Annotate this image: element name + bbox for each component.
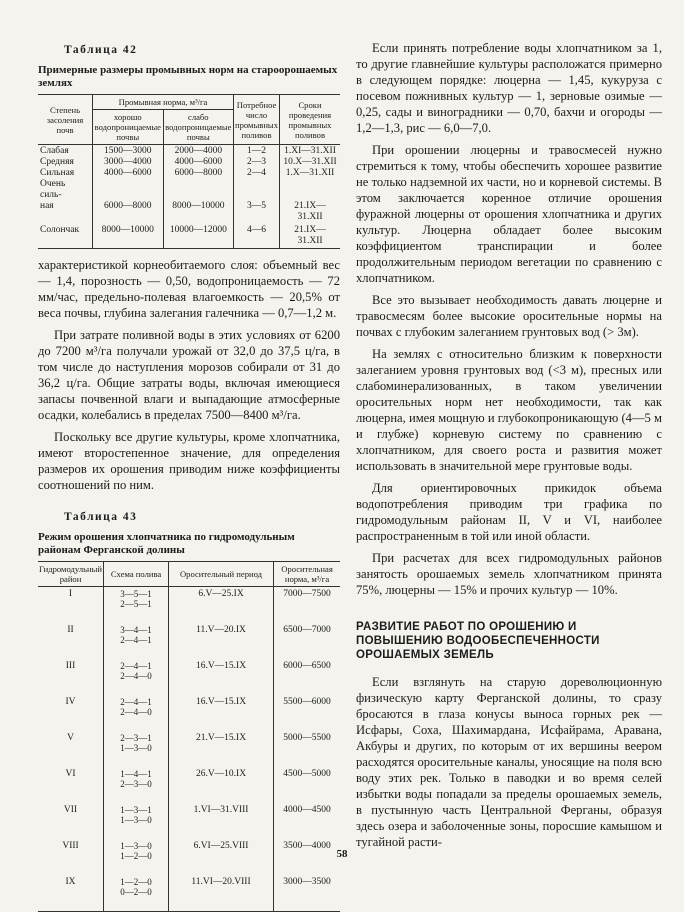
- table-42-cell-weak-line: 8000—10000: [172, 201, 225, 211]
- table-43-cell-scheme: [104, 659, 169, 695]
- table-42-cell-good-line: 1500—3000: [104, 146, 152, 156]
- table-43-body: [38, 587, 340, 912]
- table-43-cell-scheme-line: 1—3—0: [120, 841, 152, 851]
- table-42-cell-dates-line: 1.XI—31.XII: [284, 146, 336, 156]
- table-43-cell-norm: 4000—4500: [274, 803, 341, 839]
- table-43-cell-district: I: [68, 589, 73, 599]
- table-42-cell-good-line: 8000—10000: [101, 225, 154, 235]
- table-43-cell-district: V: [67, 733, 74, 743]
- table-42-cell-need-line: 1—2: [247, 146, 267, 156]
- table-43-title: Режим орошения хлопчатника по гидромодульным районам Ферганской долины: [38, 531, 295, 556]
- table-42-cell-soil: [38, 145, 93, 225]
- paragraph: На землях с относительно близким к поверхности залеганием уровня грунтовых вод (<3 м), пресных или слабоминерализованных, в таком увеличении оросительных норм нет необходимости, так как люцерна, имея мощную и глубокопроникающую (4—5 м и глубже) корневую систему по сравнению с хлопчатником, для своего роста и развития может использовать в значительной мере грунтовые воды.: [356, 347, 662, 473]
- table-43-cell-district: VI: [65, 769, 76, 779]
- table-42-cell-soil-line: Средняя: [40, 157, 74, 167]
- table-row: [38, 875, 340, 912]
- table-42-cell-soil-line: Слабая: [40, 146, 69, 156]
- table-43-header-norm: Оросительная норма, м³/га: [274, 562, 341, 587]
- table-43-cell-scheme-line: 1—3—1: [120, 805, 152, 815]
- table-43-cell-district: II: [67, 625, 74, 635]
- table-42-body: [38, 145, 340, 249]
- table-42-cell-weak: [163, 224, 233, 249]
- table-43-cell-scheme-line: 1—3—0: [120, 743, 152, 753]
- table-42-cell-need-line: 4—6: [247, 225, 267, 235]
- table-43-cell-scheme-line: 1—2—0: [120, 877, 152, 887]
- table-43-cell-period: 16.V—15.IX: [169, 659, 274, 695]
- table-43-header-period: Оросительный период: [169, 562, 274, 587]
- table-43-cell-norm: 4500—5000: [274, 767, 341, 803]
- paragraph: При затрате поливной воды в этих условиях от 6200 до 7200 м³/га получали урожай от 32,0 до 37,5 ц/га, в том числе до наступления морозов собирали от 31 до 36,2 ц/га. Общие затраты воды, включая имеющиеся запасы почвенной влаги и выпадающие атмосферные осадки, колебались в пределах 7500—8400 м³/га.: [38, 328, 340, 422]
- table-43-cell-period: 26.V—10.IX: [169, 767, 274, 803]
- table-42-cell-dates: [280, 224, 341, 249]
- table-42-cell-good-line: [95, 190, 161, 201]
- table-43-cell-scheme: [104, 803, 169, 839]
- table-43-cell-scheme-line: 2—4—1: [120, 635, 152, 645]
- table-42-header-weak: слабо водопроницаемые почвы: [163, 110, 233, 145]
- table-43-cell-district: IX: [65, 877, 76, 887]
- table-row: [38, 803, 340, 839]
- section-heading: РАЗВИТИЕ РАБОТ ПО ОРОШЕНИЮ И ПОВЫШЕНИЮ ВОДООБЕСПЕЧЕННОСТИ ОРОШАЕМЫХ ЗЕМЕЛЬ: [356, 621, 600, 661]
- table-43-cell-district: IV: [65, 697, 76, 707]
- table-row: [38, 224, 340, 249]
- table-43-cell-scheme-line: 1—4—1: [120, 769, 152, 779]
- table-43-cell-scheme-line: 1—3—0: [120, 815, 152, 825]
- table-42-caption: Таблица 42: [64, 44, 138, 56]
- table-43-cell-scheme: [104, 623, 169, 659]
- table-row: [38, 587, 340, 624]
- table-43-header-scheme: Схема полива: [104, 562, 169, 587]
- table-42-cell-weak-line: [166, 190, 231, 201]
- table-42-cell-need-line: [236, 179, 277, 190]
- table-43-cell-norm: 5500—6000: [274, 695, 341, 731]
- table-42-cell-need: [234, 145, 280, 225]
- table-42-cell-good-line: 3000—4000: [104, 157, 152, 167]
- right-column: [356, 40, 662, 850]
- table-43-cell-scheme-line: 2—3—1: [120, 733, 152, 743]
- table-42-cell-dates-line: 21.IX—31.XII: [294, 201, 326, 222]
- table-43-cell-scheme-line: 2—4—0: [120, 707, 152, 717]
- table-42-header-good: хорошо водопроницаемые почвы: [93, 110, 164, 145]
- table-42-header-dates: Сроки проведения промывных поливов: [280, 95, 341, 145]
- table-row: [38, 695, 340, 731]
- table-42-cell-weak: [163, 145, 233, 225]
- table-42-cell-need-line: 2—3: [247, 157, 267, 167]
- table-42-cell-weak-line: 6000—8000: [174, 168, 223, 178]
- table-43-cell-norm: 3000—3500: [274, 875, 341, 912]
- table-43-cell-scheme: [104, 731, 169, 767]
- table-row: [38, 731, 340, 767]
- table-43-cell-scheme-line: 3—5—1: [120, 589, 152, 599]
- table-42-cell-dates-line: 10.X—31.XII: [283, 157, 337, 167]
- paragraph: При расчетах для всех гидромодульных районов занятость орошаемых земель хлопчатником принята 75%, люцерны — 15% и прочих культур — 10%.: [356, 551, 662, 597]
- table-42-cell-soil-line: Солончак: [40, 225, 80, 235]
- table-43-cell-period: 16.V—15.IX: [169, 695, 274, 731]
- table-42-title: Примерные размеры промывных норм на староорошаемых землях: [38, 64, 338, 89]
- table-42-cell-need: [234, 224, 280, 249]
- table-43-cell-scheme: [104, 875, 169, 912]
- table-43-cell-norm: 6500—7000: [274, 623, 341, 659]
- table-42-cell-good-line: [95, 179, 161, 190]
- table-43-cell-scheme: [104, 767, 169, 803]
- table-43-cell-scheme-line: 2—4—0: [120, 671, 152, 681]
- table-42-cell-soil-line: ная: [40, 201, 54, 211]
- right-text: [356, 40, 662, 598]
- table-43-caption: Таблица 43: [64, 511, 138, 523]
- table-42-cell-weak-line: 10000—12000: [169, 225, 227, 235]
- table-42-cell-dates: [280, 145, 341, 225]
- table-43-header-district: Гидромодульный район: [39, 564, 103, 584]
- table-42-cell-soil-line: Очень: [40, 179, 66, 189]
- paragraph: Все это вызывает необходимость давать люцерне и травосмесям более высокие оросительные нормы на почвах с глубоким залеганием грунтовых вод (> 3м).: [356, 293, 662, 339]
- table-42-cell-good: [93, 145, 164, 225]
- table-43-cell-period: 11.V—20.IX: [169, 623, 274, 659]
- table-42-cell-soil-line: силь-: [40, 190, 62, 200]
- table-42-cell-dates-line: 1.X—31.XII: [285, 168, 335, 178]
- table-43-cell-scheme: [104, 587, 169, 624]
- table-43-cell-period: 1.VI—31.VIII: [169, 803, 274, 839]
- table-43-cell-period: 6.V—25.IX: [169, 587, 274, 624]
- table-43-cell-norm: 6000—6500: [274, 659, 341, 695]
- paragraph: Если принять потребление воды хлопчатником за 1, то другие главнейшие культуры расположатся примерно в следующем порядке: люцерна — 1,45, кукуруза с посевом пожнивных культур — 1, зерновые озимые — 0,25, сады и виноградники — 0,70, бахчи и огороды — 1,2—1,3, рис — 6,0—7,0.: [356, 41, 662, 135]
- table-42-cell-dates-line: [282, 179, 338, 190]
- table-43-cell-scheme: [104, 695, 169, 731]
- table-42-header-need: Потребное число промывных поливов: [234, 95, 280, 145]
- table-43-cell-period: 11.VI—20.VIII: [169, 875, 274, 912]
- table-43-cell-district: VIII: [62, 841, 79, 851]
- paragraph: Для ориентировочных прикидок объема водопотребления приводим три графика по гидромодульным районам II, V и VI, наиболее распространенным в той или иной области.: [356, 481, 662, 543]
- table-42-cell-need-line: 3—5: [247, 201, 267, 211]
- table-42-cell-good-line: 6000—8000: [104, 201, 152, 211]
- table-42-cell-need-line: 2—4: [247, 168, 267, 178]
- table-42-cell-soil-line: Сильная: [40, 168, 75, 178]
- table-42-cell-weak-line: [166, 179, 231, 190]
- table-43-cell-scheme-line: 3—4—1: [120, 625, 152, 635]
- table-43-cell-district: VII: [63, 805, 78, 815]
- table-42-cell-good-line: 4000—6000: [104, 168, 152, 178]
- left-column: [38, 40, 340, 912]
- table-42-cell-weak-line: 4000—6000: [174, 157, 223, 167]
- table-42-cell-dates-line: 21.IX—31.XII: [294, 225, 326, 246]
- table-row: [38, 659, 340, 695]
- table-43-cell-scheme-line: 2—4—1: [120, 661, 152, 671]
- table-43-cell-district: III: [65, 661, 76, 671]
- section-paragraph: Если взглянуть на старую дореволюционную физическую карту Ферганской долины, то сразу бросаются в глаза конусы выноса горных рек — Исфары, Соха, Шахимардана, Исфайрама, Аравана, Акбуры и других, по которым от их вершины веером расходятся оросительные каналы, уносящие на поля всю воду этих рек. Только в паводки и во время селей избытки воды попадали за пределы орошаемых земель, в пустынную часть Центральной Ферганы, образуя здесь озера и заболоченные зоны, поросшие камышом и тугайной расти-: [356, 675, 662, 849]
- table-row: [38, 145, 340, 225]
- table-42-header-norm: Промывная норма, м³/га: [93, 95, 234, 110]
- paragraph: При орошении люцерны и травосмесей нужно стремиться к тому, чтобы обеспечить хорошее развитие не только надземной их части, но и корневой системы. В этом заключается коренное отличие орошения фуражной люцерны от орошения хлопчатника и других культур. Люцерна обладает более высоким коэффициентом транспирации и более продолжительным периодом вегетации по сравнению с хлопчатником.: [356, 143, 662, 285]
- paragraph: Поскольку все другие культуры, кроме хлопчатника, имеют второстепенное значение, для определения размеров их орошения приводим ниже коэффициенты соотношений по ним.: [38, 430, 340, 492]
- table-43-cell-scheme-line: 0—2—0: [120, 887, 152, 897]
- table-43-cell-period: 21.V—15.IX: [169, 731, 274, 767]
- table-43-cell-norm: 7000—7500: [274, 587, 341, 624]
- table-42-cell-soil: [38, 224, 93, 249]
- page-number: 58: [336, 848, 348, 860]
- table-42: [38, 94, 340, 249]
- table-43-cell-norm: 3500—4000: [274, 839, 341, 875]
- table-43-cell-scheme-line: 2—5—1: [120, 599, 152, 609]
- table-43-cell-scheme-line: 2—3—0: [120, 779, 152, 789]
- table-43-cell-period: 6.VI—25.VIII: [169, 839, 274, 875]
- table-43-cell-scheme-line: 1—2—0: [120, 851, 152, 861]
- table-43-cell-norm: 5000—5500: [274, 731, 341, 767]
- table-42-header-soil: Степень засоления почв: [46, 104, 84, 135]
- table-42-cell-good: [93, 224, 164, 249]
- table-row: [38, 623, 340, 659]
- table-43-cell-scheme-line: 2—4—1: [120, 697, 152, 707]
- table-42-cell-weak-line: 2000—4000: [174, 146, 223, 156]
- table-row: [38, 767, 340, 803]
- table-42-cell-dates-line: [282, 190, 338, 201]
- paragraph: характеристикой корнеобитаемого слоя: объемный вес — 1,4, порозность — 0,50, водопроницаемость — 72 мм/час, предельно-полевая влагоемкость — 20,5% от веса почвы, глубина залегания галечника — 0,7—1,2 м.: [38, 258, 340, 320]
- table-42-cell-need-line: [236, 190, 277, 201]
- left-text: [38, 257, 340, 493]
